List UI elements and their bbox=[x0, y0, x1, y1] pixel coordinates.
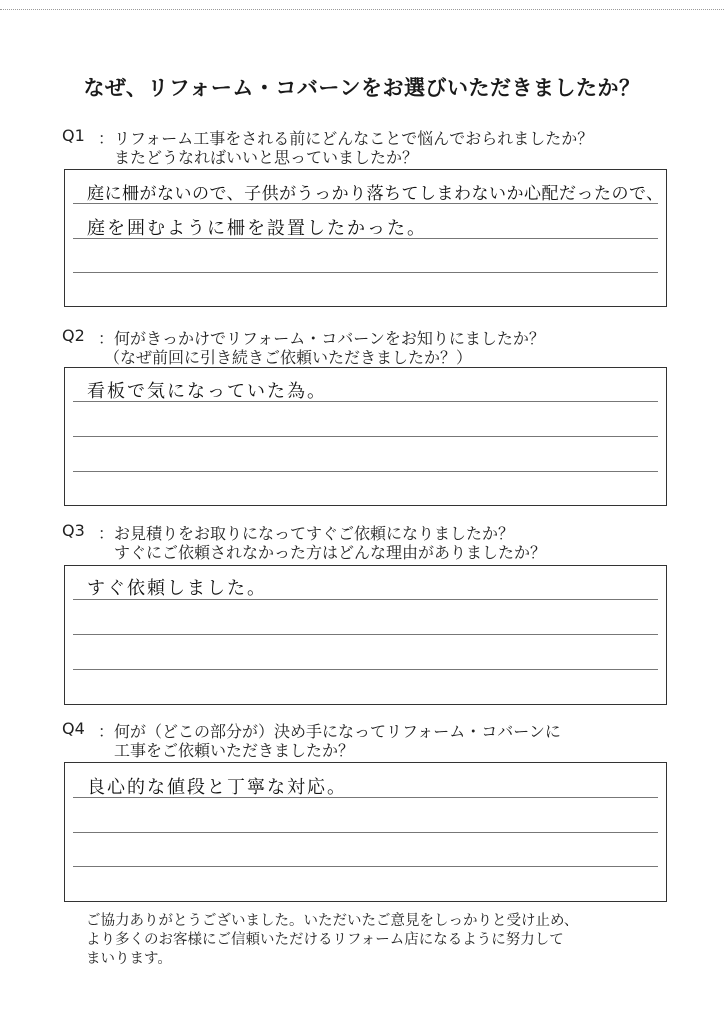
question-label: Q4 bbox=[62, 719, 85, 738]
answer-rule bbox=[73, 866, 658, 867]
question-text-line1: ：リフォーム工事をされる前にどんなことで悩んでおられましたか？ bbox=[98, 129, 594, 148]
answer-box-q4 bbox=[64, 762, 667, 902]
answer-rule bbox=[73, 471, 658, 472]
question-text-line1: ：何がきっかけでリフォーム・コバーンをお知りにましたか？ bbox=[98, 329, 545, 348]
closing-line: まいります。 bbox=[86, 951, 172, 967]
closing-message bbox=[86, 912, 578, 969]
answer-rule bbox=[73, 832, 658, 833]
question-text-line2: すぐにご依頼されなかった方はどんな理由がありましたか？ bbox=[114, 543, 547, 562]
answer-rule bbox=[73, 436, 658, 437]
top-dotted-rule bbox=[0, 9, 724, 10]
handwritten-answer-line: 庭を囲むように柵を設置したかった。 bbox=[87, 218, 427, 239]
answer-box-q3 bbox=[64, 565, 667, 705]
question-text-line2: （なぜ前回に引き続きご依頼いただきましたか？） bbox=[104, 348, 473, 367]
question-label: Q1 bbox=[62, 126, 85, 145]
closing-line: ご協力ありがとうございました。いただいたご意見をしっかりと受け止め、 bbox=[86, 913, 579, 929]
answer-rule bbox=[73, 634, 658, 635]
question-label: Q3 bbox=[62, 521, 85, 540]
question-text-line1: ：お見積りをお取りになってすぐご依頼になりましたか？ bbox=[98, 524, 515, 543]
answer-rule bbox=[73, 272, 658, 273]
answer-box-q1 bbox=[64, 169, 667, 307]
question-label: Q2 bbox=[62, 326, 85, 345]
handwritten-answer-line: すぐ依頼しました。 bbox=[87, 578, 267, 599]
handwritten-answer-line: 看板で気になっていた為。 bbox=[87, 381, 327, 402]
answer-box-q2 bbox=[64, 367, 667, 506]
answer-rule bbox=[73, 669, 658, 670]
handwritten-answer-line: 庭に柵がないので、子供がうっかり落ちてしまわないか心配だったので、 bbox=[87, 184, 664, 204]
question-text-line1: ：何が（どこの部分が）決め手になってリフォーム・コバーンに bbox=[98, 722, 561, 741]
handwritten-answer-line: 良心的な値段と丁寧な対応。 bbox=[87, 777, 347, 798]
question-text-line2: またどうなればいいと思っていましたか？ bbox=[114, 148, 419, 167]
page-title: なぜ、リフォーム・コバーンをお選びいただきましたか？ bbox=[83, 76, 641, 100]
question-text-line2: 工事をご依頼いただきましたか？ bbox=[114, 741, 355, 760]
closing-line: より多くのお客様にご信頼いただけるリフォーム店になるように努力して bbox=[86, 932, 564, 948]
